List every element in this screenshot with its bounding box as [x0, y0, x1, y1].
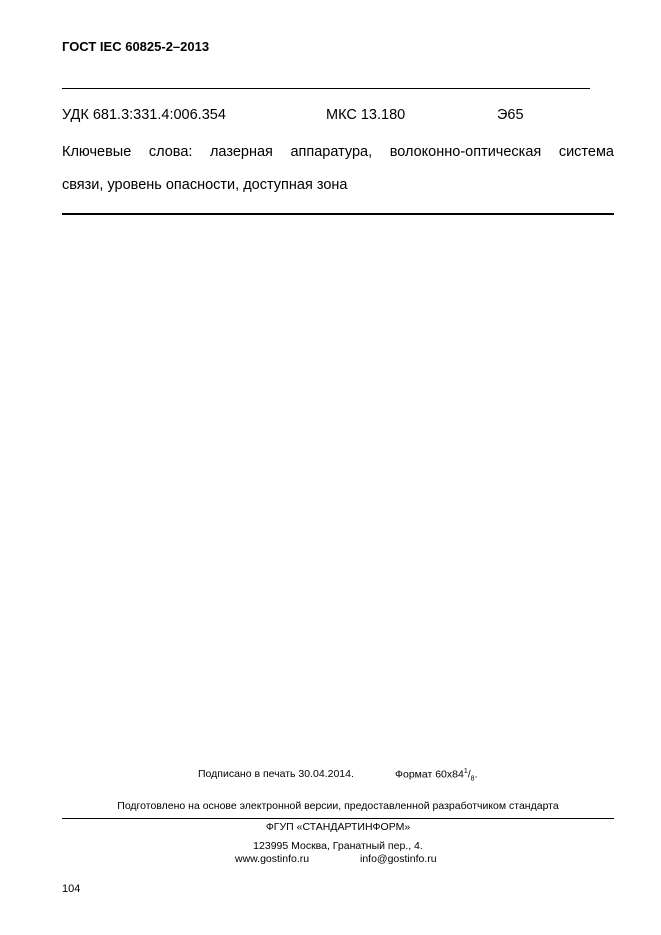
publisher-email[interactable]: info@gostinfo.ru — [360, 853, 437, 865]
udc-code: УДК 681.3:331.4:006.354 — [62, 107, 226, 123]
keywords-line-2: связи, уровень опасности, доступная зона — [62, 177, 348, 193]
keywords-line-1 — [62, 144, 614, 160]
keywords-text-1: Ключевые слова: лазерная аппаратура, волоконно-оптическая система — [62, 144, 614, 160]
header-divider — [62, 88, 590, 89]
paper-format: Формат $60х84^1/_8$. — [395, 768, 478, 783]
okstu-code: Э65 — [497, 107, 524, 123]
signed-to-print: Подписано в печать 30.04.2014. — [198, 768, 354, 780]
publisher-website[interactable]: www.gostinfo.ru — [235, 853, 310, 865]
footer-divider — [62, 818, 614, 819]
standard-code: ГОСТ IEC 60825-2–2013 — [62, 39, 210, 54]
format-numerator: 1 — [463, 768, 468, 775]
format-suffix: . — [474, 768, 478, 781]
mks-code: МКС 13.180 — [326, 107, 406, 123]
format-denominator: 8 — [470, 775, 475, 783]
publisher-address: 123995 Москва, Гранатный пер., 4. — [253, 840, 423, 852]
content-end-rule — [62, 213, 614, 215]
format-prefix: Формат 60х84 — [395, 768, 464, 781]
prepared-note: Подготовлено на основе электронной версии, предоставленной разработчиком стандарта — [117, 800, 559, 812]
page-number: 104 — [62, 883, 81, 895]
publisher-name: ФГУП «СТАНДАРТИНФОРМ» — [265, 821, 411, 833]
